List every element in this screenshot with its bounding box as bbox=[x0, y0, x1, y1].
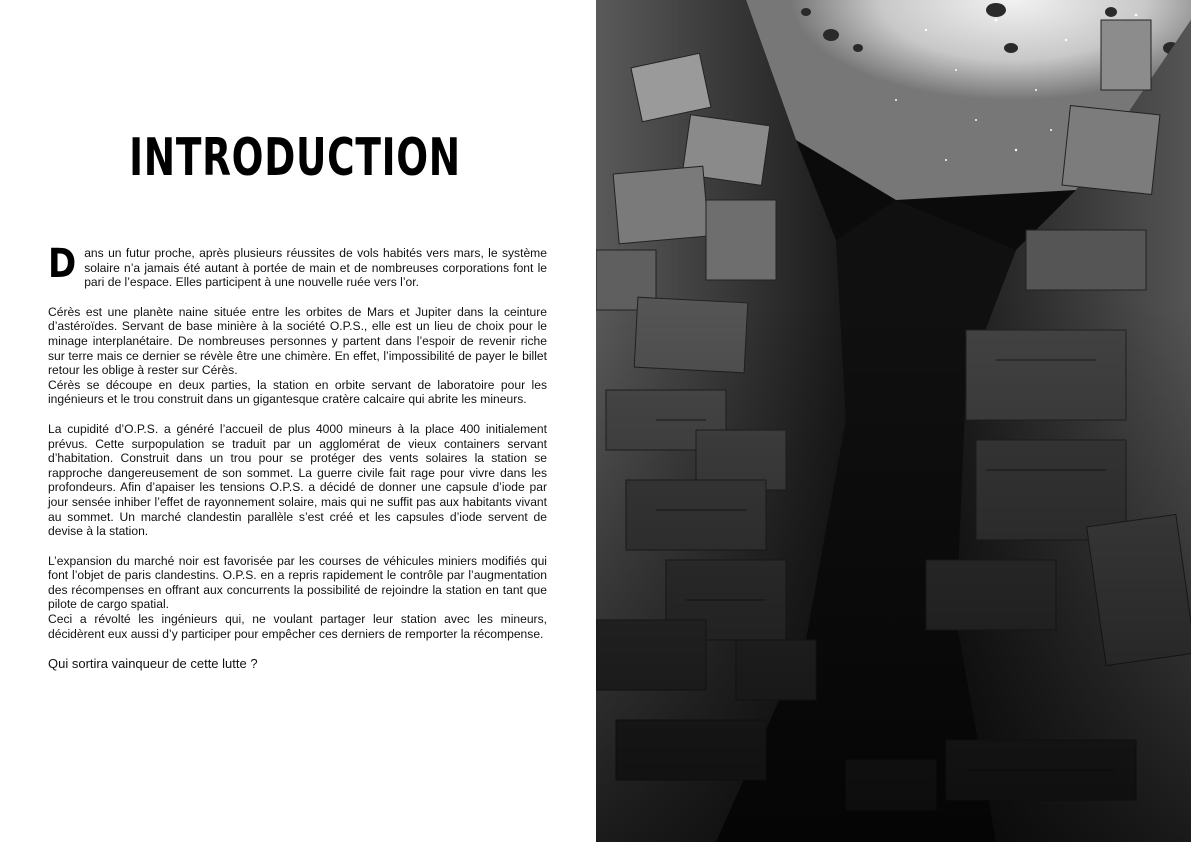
paragraph-intro: Dans un futur proche, après plusieurs réussites de vols habités vers mars, le système solaire n’a jamais été autant à portée de main et de nombreuses corporations font le pari de l’espace. Elles participent à une nouvelle ruée vers l’or. bbox=[48, 241, 547, 290]
drop-cap: D bbox=[48, 241, 77, 287]
paragraph-two-parts: Cérès se découpe en deux parties, la station en orbite servant de laboratoire pour les ingénieurs et le trou construit dans un gigantesque cratère calcaire qui abrite les mineurs. bbox=[48, 377, 547, 407]
station-illustration bbox=[596, 0, 1191, 842]
paragraph-ceres: Cérès est une planète naine située entre les orbites de Mars et Jupiter dans la ceinture d’astéroïdes. Servant de base minière à la société O.P.S., elle est un lieu de choix pour le minage interplanétaire. De nombreuses personnes y partent dans l’espoir de revenir riche sur terre mais ce dernier se révèle être une chimère. En effet, l’impossibilité de payer le billet retour les oblige à rester sur Cérès. bbox=[48, 304, 547, 378]
body-text bbox=[48, 241, 547, 672]
paragraph-engineers: Ceci a révolté les ingénieurs qui, ne voulant partager leur station avec les mineurs, décidèrent eux aussi d’y participer pour empêcher ces derniers de remporter la récompense. bbox=[48, 612, 547, 641]
closing-question: Qui sortira vainqueur de cette lutte ? bbox=[48, 656, 258, 672]
paragraph-overpopulation: La cupidité d’O.P.S. a généré l’accueil de plus 4000 mineurs à la place 400 initialement prévus. Cette surpopulation se traduit par un agglomérat de vieux containers servant d’habitation. Construit dans un trou pour se protéger des vents solaires la station se rapproche dangereusement de son sommet. La guerre civile fait rage pour vivre dans les profondeurs. Afin d’apaiser les tensions O.P.S. a décidé de donner une capsule d’iode par jour sensée inhiber l’effet de rayonnement solaire, mais qui ne suffit pas aux habitants vivant au sommet. Un marché clandestin parallèle s’est créé et les capsules d’iode servent de devise à la station. bbox=[48, 421, 547, 539]
paragraph-black-market: L’expansion du marché noir est favorisée par les courses de véhicules miniers modifiés qui font l’objet de paris clandestins. O.P.S. en a repris rapidement le contrôle par l’augmentation des récompenses en offrant aux concurrents la possibilité de rejoindre la station en tant que pilote de cargo spatial. bbox=[48, 553, 547, 612]
illustration-page bbox=[596, 0, 1191, 842]
page-title: INTRODUCTION bbox=[129, 128, 461, 188]
